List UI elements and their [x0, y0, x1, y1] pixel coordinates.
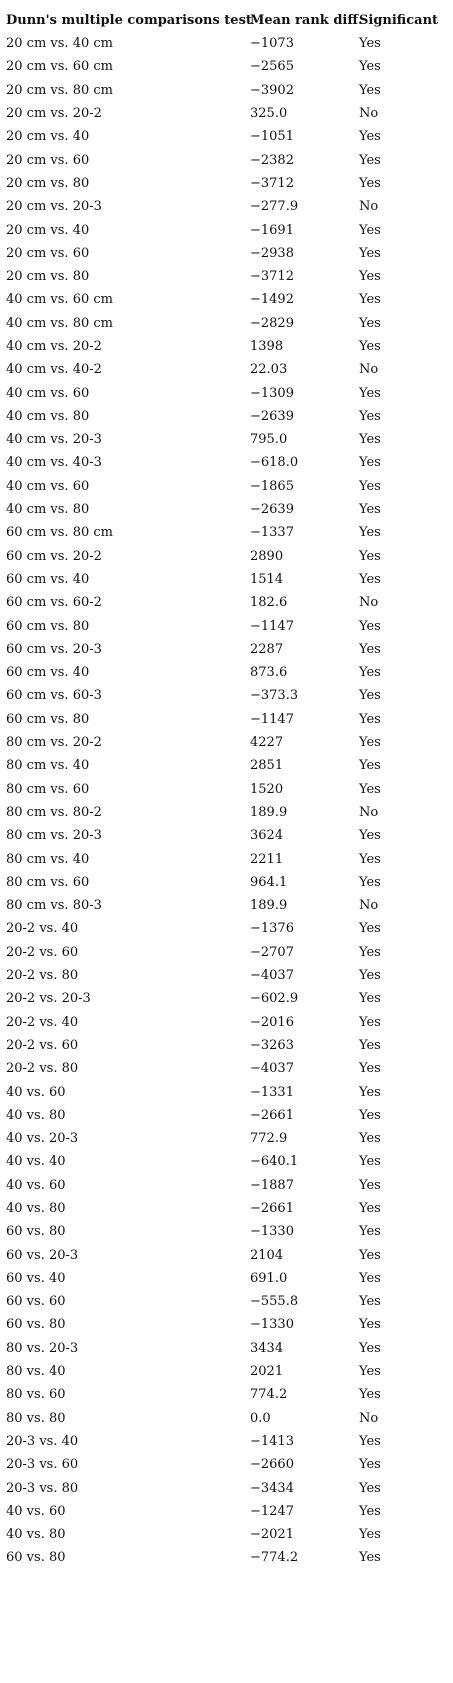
table-row — [0, 614, 453, 637]
table-row — [0, 172, 453, 195]
comparison-cell: 40 cm vs. 80 cm — [6, 315, 113, 331]
comparison-cell: 80 vs. 40 — [6, 1364, 66, 1380]
significant-cell: Yes — [359, 339, 381, 354]
mean-rank-diff-cell: −373.3 — [250, 688, 299, 704]
mean-rank-diff-cell: −1073 — [250, 36, 294, 52]
table-row — [0, 265, 453, 288]
comparison-cell: 40 vs. 60 — [6, 1084, 66, 1100]
comparison-cell: 60 cm vs. 60-3 — [6, 688, 102, 704]
mean-rank-diff-cell: −1376 — [250, 921, 294, 937]
mean-rank-diff-cell: −1691 — [250, 222, 294, 238]
mean-rank-diff-cell: 2211 — [250, 851, 284, 867]
table-row — [0, 55, 453, 78]
significant-cell: Yes — [359, 921, 381, 937]
comparison-cell: 40 cm vs. 40-2 — [6, 362, 102, 378]
mean-rank-diff-cell: −2639 — [250, 408, 294, 424]
mean-rank-diff-cell: −2829 — [250, 315, 294, 331]
significant-cell: Yes — [359, 152, 381, 168]
table-row — [0, 218, 453, 241]
comparison-cell: 80 cm vs. 20-2 — [6, 735, 102, 751]
header-significant: Significant — [359, 12, 439, 28]
mean-rank-diff-cell: −1051 — [250, 129, 294, 145]
significant-cell: Yes — [359, 1014, 381, 1030]
mean-rank-diff-cell: −3712 — [250, 175, 294, 191]
table-row — [0, 1034, 453, 1057]
mean-rank-diff-cell: −555.8 — [250, 1294, 299, 1310]
comparison-cell: 20-2 vs. 20-3 — [6, 991, 91, 1007]
significant-cell: Yes — [359, 1247, 381, 1263]
table-row — [0, 1523, 453, 1546]
table-row — [0, 475, 453, 498]
mean-rank-diff-cell: −1330 — [250, 1224, 294, 1240]
mean-rank-diff-cell: −1147 — [250, 618, 294, 634]
comparison-cell: 60 vs. 80 — [6, 1317, 66, 1333]
mean-rank-diff-cell: −3712 — [250, 269, 294, 285]
table-row — [0, 568, 453, 591]
significant-cell: Yes — [359, 222, 381, 238]
significant-cell: Yes — [359, 1224, 381, 1240]
mean-rank-diff-cell: 1520 — [250, 781, 284, 797]
significant-cell: Yes — [359, 641, 381, 657]
mean-rank-diff-cell: −1337 — [250, 525, 294, 541]
mean-rank-diff-cell: 2104 — [250, 1247, 284, 1263]
significant-cell: Yes — [359, 1107, 381, 1123]
mean-rank-diff-cell: 1398 — [250, 339, 284, 354]
table-row — [0, 917, 453, 940]
mean-rank-diff-cell: −2639 — [250, 502, 294, 518]
table-row — [0, 708, 453, 731]
comparison-cell: 40 vs. 80 — [6, 1527, 66, 1543]
comparison-cell: 40 vs. 80 — [6, 1200, 66, 1216]
significant-cell: Yes — [359, 828, 381, 844]
table-row — [0, 941, 453, 964]
significant-cell: Yes — [359, 478, 381, 494]
mean-rank-diff-cell: −1492 — [250, 292, 294, 308]
table-row — [0, 1546, 453, 1569]
mean-rank-diff-cell: 964.1 — [250, 874, 288, 890]
comparison-cell: 60 cm vs. 80 cm — [6, 525, 113, 541]
significant-cell: Yes — [359, 82, 381, 98]
table-row — [0, 754, 453, 777]
comparison-cell: 20 cm vs. 60 — [6, 245, 90, 261]
significant-cell: Yes — [359, 735, 381, 751]
significant-cell: Yes — [359, 618, 381, 634]
mean-rank-diff-cell: −4037 — [250, 1061, 294, 1077]
header-mean-rank-diff: Mean rank diff. — [250, 12, 363, 28]
significant-cell: Yes — [359, 1061, 381, 1077]
table-row — [0, 545, 453, 568]
table-row — [0, 1430, 453, 1453]
comparison-cell: 80 cm vs. 40 — [6, 851, 90, 867]
significant-cell: Yes — [359, 665, 381, 681]
significant-cell: Yes — [359, 455, 381, 471]
table-row — [0, 824, 453, 847]
comparison-cell: 40 vs. 20-3 — [6, 1131, 79, 1147]
significant-cell: Yes — [359, 408, 381, 424]
mean-rank-diff-cell: −640.1 — [250, 1154, 299, 1170]
table-row — [0, 1360, 453, 1383]
mean-rank-diff-cell: −618.0 — [250, 455, 299, 471]
table-row — [0, 591, 453, 614]
mean-rank-diff-cell: −602.9 — [250, 991, 299, 1007]
significant-cell: Yes — [359, 292, 381, 308]
comparison-cell: 40 cm vs. 40-3 — [6, 455, 102, 471]
significant-cell: Yes — [359, 525, 381, 541]
table-header-row — [0, 8, 453, 32]
comparison-cell: 20-2 vs. 80 — [6, 1061, 79, 1077]
table-row — [0, 801, 453, 824]
significant-cell: Yes — [359, 315, 381, 331]
mean-rank-diff-cell: −1865 — [250, 478, 294, 494]
table-row — [0, 405, 453, 428]
significant-cell: Yes — [359, 1550, 381, 1566]
mean-rank-diff-cell: −774.2 — [250, 1550, 299, 1566]
significant-cell: Yes — [359, 571, 381, 587]
significant-cell: Yes — [359, 1433, 381, 1449]
table-row — [0, 1010, 453, 1033]
mean-rank-diff-cell: 2021 — [250, 1364, 284, 1380]
comparison-cell: 60 cm vs. 40 — [6, 665, 90, 681]
comparison-cell: 60 vs. 80 — [6, 1550, 66, 1566]
significant-cell: Yes — [359, 1503, 381, 1519]
table-row — [0, 1476, 453, 1499]
table-row — [0, 1174, 453, 1197]
table-row — [0, 498, 453, 521]
significant-cell: Yes — [359, 711, 381, 727]
comparison-cell: 40 cm vs. 60 — [6, 385, 90, 401]
significant-cell: Yes — [359, 59, 381, 75]
mean-rank-diff-cell: −1147 — [250, 711, 294, 727]
table-row — [0, 358, 453, 381]
mean-rank-diff-cell: 3624 — [250, 828, 284, 844]
comparison-cell: 40 cm vs. 60 cm — [6, 292, 113, 308]
comparison-cell: 40 vs. 60 — [6, 1177, 66, 1193]
significant-cell: Yes — [359, 385, 381, 401]
mean-rank-diff-cell: 2287 — [250, 641, 284, 657]
table-body — [0, 32, 453, 1570]
significant-cell: Yes — [359, 269, 381, 285]
significant-cell: Yes — [359, 1317, 381, 1333]
significant-cell: Yes — [359, 1387, 381, 1403]
comparison-cell: 60 vs. 20-3 — [6, 1247, 79, 1263]
comparison-cell: 80 vs. 60 — [6, 1387, 66, 1403]
comparison-cell: 20-2 vs. 80 — [6, 968, 79, 984]
table-row — [0, 32, 453, 55]
comparison-cell: 40 vs. 60 — [6, 1503, 66, 1519]
significant-cell: Yes — [359, 1037, 381, 1053]
table-row — [0, 987, 453, 1010]
mean-rank-diff-cell: 795.0 — [250, 432, 288, 448]
mean-rank-diff-cell: −2021 — [250, 1527, 294, 1543]
significant-cell: Yes — [359, 688, 381, 704]
comparison-cell: 60 vs. 40 — [6, 1270, 66, 1286]
mean-rank-diff-cell: 691.0 — [250, 1270, 288, 1286]
comparison-cell: 20-2 vs. 40 — [6, 1014, 79, 1030]
mean-rank-diff-cell: −2938 — [250, 245, 294, 261]
significant-cell: Yes — [359, 502, 381, 518]
significant-cell: Yes — [359, 944, 381, 960]
significant-cell: Yes — [359, 758, 381, 774]
comparison-cell: 20-3 vs. 40 — [6, 1433, 79, 1449]
significant-cell: Yes — [359, 991, 381, 1007]
mean-rank-diff-cell: 1514 — [250, 571, 284, 587]
table-row — [0, 1337, 453, 1360]
mean-rank-diff-cell: 772.9 — [250, 1131, 288, 1147]
mean-rank-diff-cell: 873.6 — [250, 665, 288, 681]
mean-rank-diff-cell: −3263 — [250, 1037, 294, 1053]
significant-cell: Yes — [359, 968, 381, 984]
comparison-cell: 40 cm vs. 20-2 — [6, 339, 102, 354]
comparison-cell: 20 cm vs. 60 cm — [6, 59, 113, 75]
significant-cell: No — [359, 1410, 379, 1426]
comparison-cell: 20 cm vs. 60 — [6, 152, 90, 168]
mean-rank-diff-cell: −2382 — [250, 152, 294, 168]
table-row — [0, 684, 453, 707]
mean-rank-diff-cell: 189.9 — [250, 898, 288, 914]
table-row — [0, 1197, 453, 1220]
mean-rank-diff-cell: 325.0 — [250, 106, 288, 122]
comparison-cell: 80 cm vs. 60 — [6, 874, 90, 890]
mean-rank-diff-cell: −2565 — [250, 59, 294, 75]
significant-cell: Yes — [359, 1294, 381, 1310]
table-row — [0, 1500, 453, 1523]
table-row — [0, 847, 453, 870]
mean-rank-diff-cell: 182.6 — [250, 595, 288, 611]
significant-cell: Yes — [359, 129, 381, 145]
significant-cell: Yes — [359, 1154, 381, 1170]
significant-cell: Yes — [359, 175, 381, 191]
table-row — [0, 1150, 453, 1173]
significant-cell: Yes — [359, 1084, 381, 1100]
comparison-cell: 40 vs. 80 — [6, 1107, 66, 1123]
table-row — [0, 778, 453, 801]
mean-rank-diff-cell: −1413 — [250, 1433, 294, 1449]
mean-rank-diff-cell: −277.9 — [250, 199, 299, 215]
comparison-cell: 80 cm vs. 80-3 — [6, 898, 102, 914]
comparison-cell: 20 cm vs. 20-3 — [6, 199, 102, 215]
comparison-cell: 20 cm vs. 40 — [6, 129, 90, 145]
significant-cell: Yes — [359, 1131, 381, 1147]
significant-cell: Yes — [359, 1364, 381, 1380]
comparison-cell: 20 cm vs. 20-2 — [6, 106, 102, 122]
significant-cell: Yes — [359, 1200, 381, 1216]
table-row — [0, 1290, 453, 1313]
comparison-cell: 20-2 vs. 60 — [6, 944, 79, 960]
significant-cell: No — [359, 804, 379, 820]
significant-cell: No — [359, 362, 379, 378]
comparison-cell: 40 cm vs. 60 — [6, 478, 90, 494]
table-row — [0, 1057, 453, 1080]
significant-cell: Yes — [359, 1480, 381, 1496]
significant-cell: Yes — [359, 1340, 381, 1356]
comparison-cell: 60 cm vs. 20-3 — [6, 641, 102, 657]
significant-cell: Yes — [359, 851, 381, 867]
mean-rank-diff-cell: −1309 — [250, 385, 294, 401]
table-row — [0, 1453, 453, 1476]
table-row — [0, 521, 453, 544]
significant-cell: Yes — [359, 781, 381, 797]
mean-rank-diff-cell: 2851 — [250, 758, 284, 774]
comparison-cell: 40 cm vs. 80 — [6, 408, 90, 424]
table-row — [0, 451, 453, 474]
mean-rank-diff-cell: −1247 — [250, 1503, 294, 1519]
table-row — [0, 964, 453, 987]
table-row — [0, 148, 453, 171]
table-row — [0, 242, 453, 265]
comparison-cell: 80 cm vs. 20-3 — [6, 828, 102, 844]
table-row — [0, 894, 453, 917]
mean-rank-diff-cell: −2660 — [250, 1457, 294, 1473]
comparison-cell: 80 cm vs. 80-2 — [6, 804, 102, 820]
significant-cell: Yes — [359, 245, 381, 261]
table-row — [0, 1383, 453, 1406]
header-comparison: Dunn's multiple comparisons test — [6, 12, 252, 28]
comparison-cell: 60 cm vs. 80 — [6, 711, 90, 727]
table-row — [0, 1243, 453, 1266]
mean-rank-diff-cell: 774.2 — [250, 1387, 288, 1403]
mean-rank-diff-cell: −2661 — [250, 1107, 294, 1123]
table-row — [0, 1220, 453, 1243]
mean-rank-diff-cell: 22.03 — [250, 362, 288, 378]
comparison-cell: 40 vs. 40 — [6, 1154, 66, 1170]
table-row — [0, 1313, 453, 1336]
table-row — [0, 102, 453, 125]
table-row — [0, 312, 453, 335]
significant-cell: Yes — [359, 548, 381, 564]
significant-cell: Yes — [359, 1457, 381, 1473]
significant-cell: No — [359, 106, 379, 122]
mean-rank-diff-cell: −3434 — [250, 1480, 294, 1496]
significant-cell: No — [359, 199, 379, 215]
comparison-cell: 80 cm vs. 40 — [6, 758, 90, 774]
mean-rank-diff-cell: 189.9 — [250, 804, 288, 820]
table-row — [0, 428, 453, 451]
mean-rank-diff-cell: −2661 — [250, 1200, 294, 1216]
table-row — [0, 79, 453, 102]
mean-rank-diff-cell: 2890 — [250, 548, 284, 564]
mean-rank-diff-cell: 4227 — [250, 735, 284, 751]
comparison-cell: 20-2 vs. 60 — [6, 1037, 79, 1053]
comparison-cell: 20 cm vs. 40 — [6, 222, 90, 238]
mean-rank-diff-cell: −1330 — [250, 1317, 294, 1333]
comparison-cell: 60 vs. 60 — [6, 1294, 66, 1310]
table-row — [0, 1104, 453, 1127]
comparison-cell: 60 cm vs. 80 — [6, 618, 90, 634]
comparison-cell: 60 vs. 80 — [6, 1224, 66, 1240]
significant-cell: Yes — [359, 1177, 381, 1193]
mean-rank-diff-cell: 0.0 — [250, 1410, 271, 1426]
table-row — [0, 335, 453, 358]
comparison-cell: 80 vs. 20-3 — [6, 1340, 79, 1356]
table-row — [0, 638, 453, 661]
significant-cell: Yes — [359, 874, 381, 890]
significant-cell: Yes — [359, 36, 381, 52]
significant-cell: No — [359, 898, 379, 914]
table-row — [0, 195, 453, 218]
significant-cell: Yes — [359, 432, 381, 448]
comparison-cell: 60 cm vs. 20-2 — [6, 548, 102, 564]
table-row — [0, 1080, 453, 1103]
comparison-cell: 20-3 vs. 80 — [6, 1480, 79, 1496]
table-row — [0, 871, 453, 894]
table-row — [0, 1407, 453, 1430]
comparison-cell: 20 cm vs. 80 — [6, 175, 90, 191]
comparison-cell: 40 cm vs. 20-3 — [6, 432, 102, 448]
mean-rank-diff-cell: −1331 — [250, 1084, 294, 1100]
mean-rank-diff-cell: −2707 — [250, 944, 294, 960]
comparison-cell: 80 cm vs. 60 — [6, 781, 90, 797]
comparison-cell: 40 cm vs. 80 — [6, 502, 90, 518]
mean-rank-diff-cell: −2016 — [250, 1014, 294, 1030]
comparison-cell: 60 cm vs. 60-2 — [6, 595, 102, 611]
significant-cell: Yes — [359, 1270, 381, 1286]
comparison-cell: 20-2 vs. 40 — [6, 921, 79, 937]
comparison-cell: 80 vs. 80 — [6, 1410, 66, 1426]
table-row — [0, 1267, 453, 1290]
comparison-cell: 60 cm vs. 40 — [6, 571, 90, 587]
significant-cell: Yes — [359, 1527, 381, 1543]
comparison-cell: 20 cm vs. 80 — [6, 269, 90, 285]
table-row — [0, 1127, 453, 1150]
mean-rank-diff-cell: −3902 — [250, 82, 294, 98]
significant-cell: No — [359, 595, 379, 611]
mean-rank-diff-cell: −1887 — [250, 1177, 294, 1193]
table-row — [0, 731, 453, 754]
table-row — [0, 381, 453, 404]
mean-rank-diff-cell: 3434 — [250, 1340, 284, 1356]
comparison-cell: 20 cm vs. 80 cm — [6, 82, 113, 98]
table-row — [0, 125, 453, 148]
table-row — [0, 288, 453, 311]
mean-rank-diff-cell: −4037 — [250, 968, 294, 984]
table-row — [0, 661, 453, 684]
comparison-cell: 20-3 vs. 60 — [6, 1457, 79, 1473]
comparison-cell: 20 cm vs. 40 cm — [6, 36, 113, 52]
